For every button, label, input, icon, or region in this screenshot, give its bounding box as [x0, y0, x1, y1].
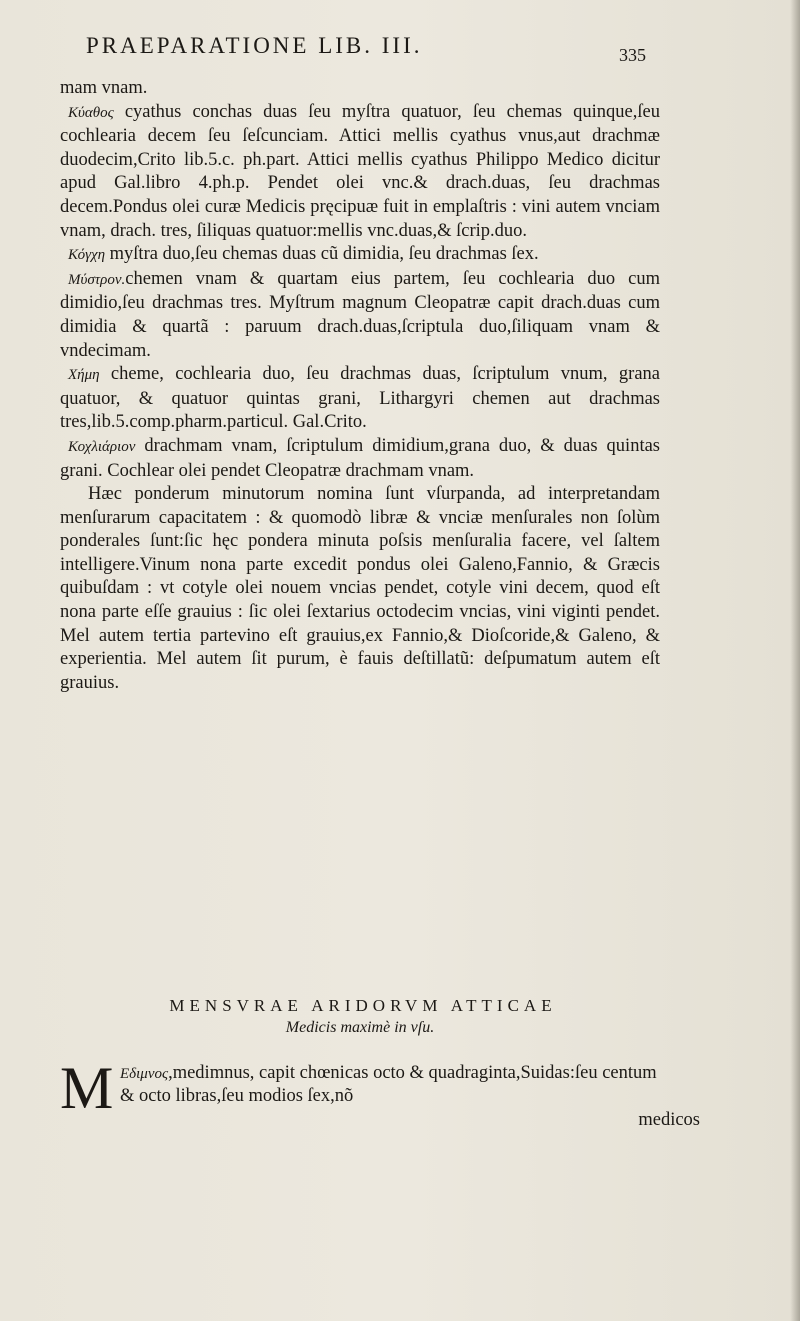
paragraph-weights: [60, 483, 660, 695]
final-paragraph: [60, 1055, 660, 1142]
catchword: medicos: [638, 1110, 700, 1130]
final-paragraph-text: [120, 1062, 660, 1107]
entry-text: cheme, cochlearia duo, ſeu drachmas duas, ſcriptulum vnum, grana quatuor, & quatuor quintas grani, Lithargyri chemen aut drachmas tres,lib.5.comp.pharm.particul. Gal.Crito.: [60, 364, 660, 433]
section-subtitle: Medicis maximè in vſu.: [285, 1019, 435, 1036]
drop-cap: M: [60, 1055, 114, 1121]
entry-kochliarion: [60, 435, 660, 483]
greek-term: Μύστρον.: [68, 271, 126, 288]
page-number: 335: [619, 45, 646, 65]
section-title: MENSVRAE ARIDORVM ATTICAE: [169, 996, 557, 1015]
greek-term: Κόγχη: [68, 247, 106, 264]
running-head: PRAEPARATIONE LIB. III.: [86, 33, 423, 58]
entry-konche: [60, 243, 660, 268]
entry-text: drachmam vnam, ſcriptulum dimidium,grana duo, & duas quintas grani. Cochlear olei pendet Cleopatræ drachmam vnam.: [60, 435, 660, 481]
paragraph-text: Hæc ponderum minutorum nomina ſunt vſurpanda, ad interpretandam menſurarum capacitatem : & quomodò libræ & vnciæ menſurales non ſolùm ponderales ſunt:ſic hęc pondera minuta poſsis menſuralia facere, vel ſaltem intelligere.Vinum nona parte excedit pondus olei Galeno,Fannio, & Græcis quibuſdam : vt cotyle olei nouem vncias pendet, cotyle vini decem, quod eſt nona parte eſſe grauius : ſic olei ſextarius octodecim vncias, vini viginti pendet. Mel autem tertia partevino eſt grauius,ex Fannio,& Dioſcoride,& Galeno, & experientia. Mel autem ſit purum, è fauis deſtillatũ: deſpumatum autem eſt grauius.: [60, 484, 660, 693]
greek-term: Εδιμνος: [120, 1066, 169, 1082]
page-header: [86, 33, 646, 63]
greek-term: Χήμη: [68, 367, 100, 384]
entry-text: chemen vnam & quartam eius partem, ſeu cochlearia duo cum dimidio,ſeu drachmas tres. Myſtrum magnum Cleopatræ capit drach.duas cum dimidia & quartã : paruum drach.duas,ſcriptula duo,ſiliquam vnam & vndecimam.: [60, 268, 660, 361]
entry-cheme: [60, 363, 660, 435]
entry-text: ,medimnus, capit chœnicas octo & quadraginta,Suidas:ſeu centum & octo libras,ſeu modios ſex,nõ: [120, 1063, 657, 1106]
entry-text: myſtra duo,ſeu chemas duas cũ dimidia, ſeu drachmas ſex.: [105, 244, 539, 265]
section-heading: [60, 996, 660, 1037]
paragraph-text: mam vnam.: [60, 78, 148, 98]
entry-kyathos: [60, 101, 660, 244]
paragraph-continuation: [60, 77, 660, 101]
entry-mystron: [60, 268, 660, 363]
greek-term: Κοχλιάριον: [68, 438, 136, 455]
entry-text: cyathus conchas duas ſeu myſtra quatuor, ſeu chemas quinque,ſeu cochlearia decem ſeu ſeſcunciam. Attici mellis cyathus vnus,aut drachmæ duodecim,Crito lib.5.c. ph.part. Attici mellis cyathus Philippo Medico dicitur apud Gal.libro 4.ph.p. Pendet olei vnc.& drach.duas, ſeu drachmas decem.Pondus olei curæ Medicis pręcipuæ fuit in emplaſtris : vini autem vnciam vnam, drach. tres, ſiliquas quatuor:mellis vnc.duas,& ſcrip.duo.: [60, 101, 660, 241]
page-edge-shadow: [790, 0, 800, 1321]
greek-term: Κύαθος: [68, 104, 114, 121]
body-text: [60, 77, 660, 695]
